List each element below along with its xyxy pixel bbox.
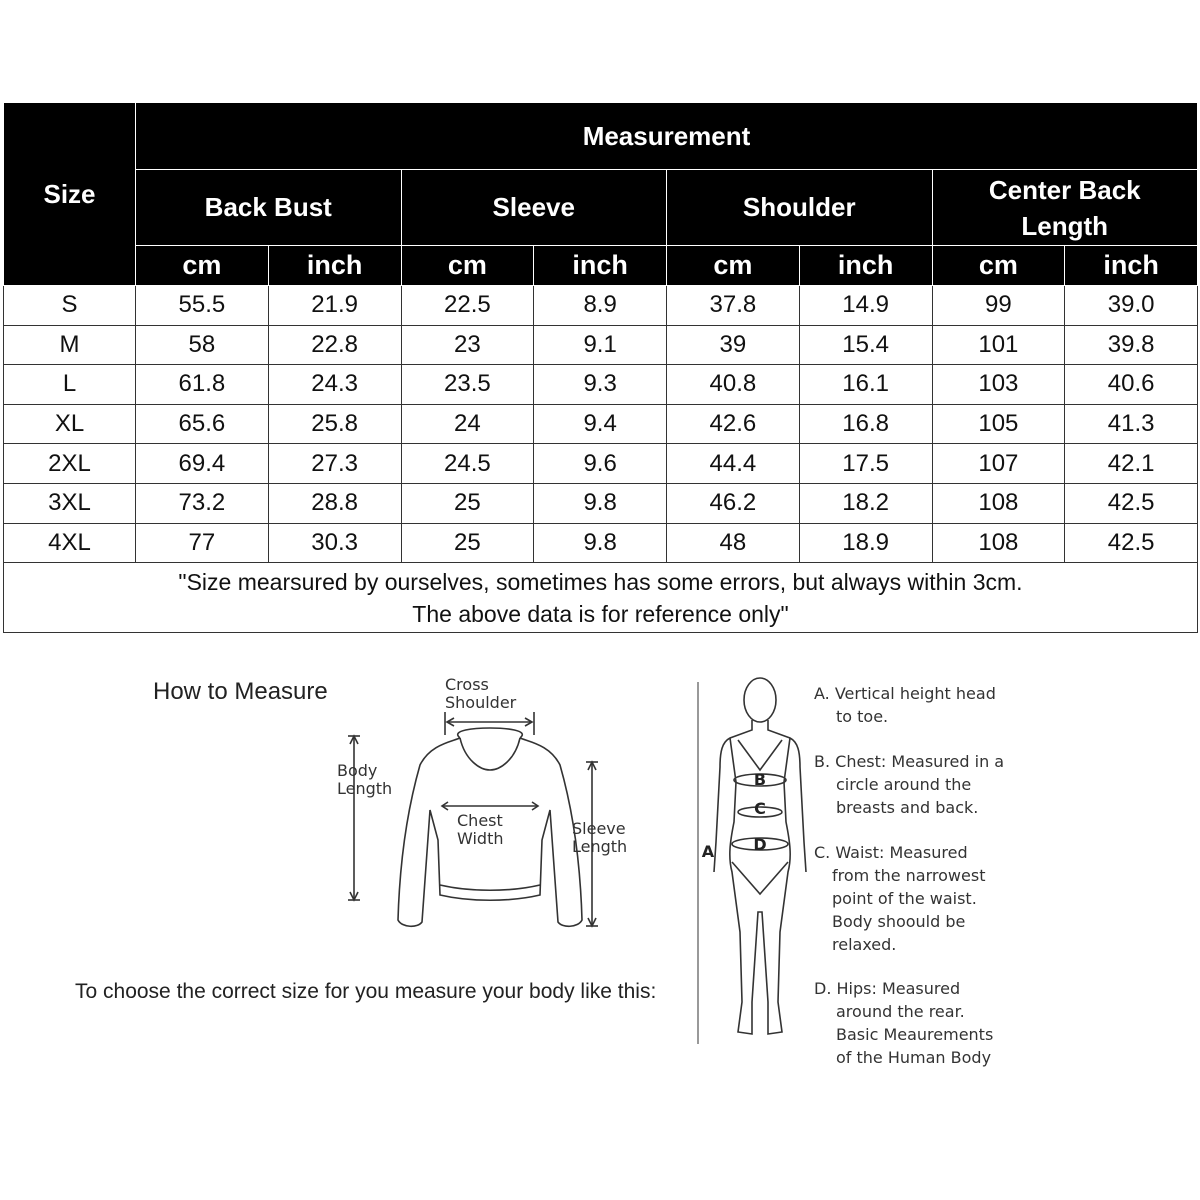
size-cell: 3XL [4, 483, 136, 523]
note-c [814, 841, 985, 956]
value-cell: 55.5 [136, 286, 269, 326]
sleeve-length-line-1: Sleeve [572, 819, 626, 838]
value-cell: 9.1 [534, 325, 667, 365]
group-header-shoulder: Shoulder [667, 170, 933, 246]
value-cell: 40.8 [667, 365, 800, 405]
value-cell: 27.3 [268, 444, 401, 484]
value-cell: 16.8 [799, 404, 932, 444]
note-d-line: Basic Meaurements [836, 1025, 994, 1044]
value-cell: 18.2 [799, 483, 932, 523]
size-cell: 2XL [4, 444, 136, 484]
unit-header: inch [268, 246, 401, 286]
note-c-line: Body shoould be [832, 912, 966, 931]
value-cell: 58 [136, 325, 269, 365]
value-cell: 24.3 [268, 365, 401, 405]
value-cell: 24 [401, 404, 534, 444]
value-cell: 42.5 [1065, 523, 1198, 563]
unit-header: cm [667, 246, 800, 286]
value-cell: 73.2 [136, 483, 269, 523]
sleeve-length-line-2: Length [572, 837, 628, 856]
value-cell: 108 [932, 483, 1065, 523]
disclaimer-line-2: The above data is for reference only" [412, 600, 789, 627]
size-cell: XL [4, 404, 136, 444]
value-cell: 42.5 [1065, 483, 1198, 523]
table-row [4, 483, 1198, 523]
instruction-text: To choose the correct size for you measure your body like this: [75, 980, 657, 1003]
value-cell: 41.3 [1065, 404, 1198, 444]
note-d [814, 977, 993, 1069]
value-cell: 23.5 [401, 365, 534, 405]
sweater-diagram-icon [330, 690, 650, 950]
marker-c: C [754, 799, 766, 818]
value-cell: 9.8 [534, 523, 667, 563]
note-a-line: to toe. [836, 707, 889, 726]
value-cell: 14.9 [799, 286, 932, 326]
note-b [814, 750, 1004, 819]
note-c-line: from the narrowest [832, 866, 986, 885]
note-c-line: C. Waist: Measured [814, 843, 968, 862]
value-cell: 9.8 [534, 483, 667, 523]
marker-b: B [753, 770, 767, 789]
value-cell: 46.2 [667, 483, 800, 523]
value-cell: 99 [932, 286, 1065, 326]
value-cell: 69.4 [136, 444, 269, 484]
note-d-line: of the Human Body [836, 1048, 992, 1067]
chest-width-line-2: Width [457, 829, 504, 848]
value-cell: 21.9 [268, 286, 401, 326]
unit-header: inch [534, 246, 667, 286]
size-cell: M [4, 325, 136, 365]
value-cell: 25 [401, 523, 534, 563]
unit-header: inch [1065, 246, 1198, 286]
value-cell: 101 [932, 325, 1065, 365]
value-cell: 15.4 [799, 325, 932, 365]
unit-header: cm [401, 246, 534, 286]
unit-header: cm [136, 246, 269, 286]
note-b-line: B. Chest: Measured in a [814, 752, 1005, 771]
table-row [4, 523, 1198, 563]
value-cell: 44.4 [667, 444, 800, 484]
marker-a: A [701, 842, 715, 861]
value-cell: 18.9 [799, 523, 932, 563]
value-cell: 22.8 [268, 325, 401, 365]
value-cell: 39.0 [1065, 286, 1198, 326]
note-b-line: circle around the [836, 775, 972, 794]
table-row [4, 325, 1198, 365]
value-cell: 9.3 [534, 365, 667, 405]
value-cell: 30.3 [268, 523, 401, 563]
value-cell: 8.9 [534, 286, 667, 326]
value-cell: 39.8 [1065, 325, 1198, 365]
unit-header: inch [799, 246, 932, 286]
value-cell: 23 [401, 325, 534, 365]
note-a-line: A. Vertical height head [814, 684, 996, 703]
group-header-sleeve: Sleeve [401, 170, 667, 246]
table-row [4, 404, 1198, 444]
cross-shoulder-line-1: Cross [445, 675, 489, 694]
value-cell: 37.8 [667, 286, 800, 326]
value-cell: 103 [932, 365, 1065, 405]
group-header-back-bust: Back Bust [136, 170, 402, 246]
table-row [4, 286, 1198, 326]
center-back-length-label: Center Back Length [988, 174, 1141, 241]
body-figure-icon [690, 672, 830, 1052]
value-cell: 9.4 [534, 404, 667, 444]
value-cell: 65.6 [136, 404, 269, 444]
value-cell: 22.5 [401, 286, 534, 326]
value-cell: 108 [932, 523, 1065, 563]
size-cell: S [4, 286, 136, 326]
cross-shoulder-line-2: Shoulder [445, 693, 517, 712]
size-cell: L [4, 365, 136, 405]
chest-width-line-1: Chest [457, 811, 503, 830]
value-cell: 9.6 [534, 444, 667, 484]
value-cell: 28.8 [268, 483, 401, 523]
value-cell: 107 [932, 444, 1065, 484]
value-cell: 48 [667, 523, 800, 563]
value-cell: 39 [667, 325, 800, 365]
measurement-header: Measurement [136, 103, 1198, 170]
value-cell: 24.5 [401, 444, 534, 484]
unit-header: cm [932, 246, 1065, 286]
group-header-center-back-length [932, 170, 1198, 246]
value-cell: 25 [401, 483, 534, 523]
note-d-line: D. Hips: Measured [814, 979, 961, 998]
size-cell: 4XL [4, 523, 136, 563]
value-cell: 25.8 [268, 404, 401, 444]
value-cell: 42.6 [667, 404, 800, 444]
note-c-line: point of the waist. [832, 889, 977, 908]
how-to-measure-title: How to Measure [153, 678, 328, 705]
table-row [4, 365, 1198, 405]
disclaimer-note [4, 563, 1198, 633]
body-length-line-2: Length [337, 779, 393, 798]
note-c-line: relaxed. [832, 935, 897, 954]
note-b-line: breasts and back. [836, 798, 979, 817]
size-chart-table [3, 102, 1198, 633]
size-header: Size [4, 103, 136, 286]
value-cell: 105 [932, 404, 1065, 444]
value-cell: 77 [136, 523, 269, 563]
value-cell: 61.8 [136, 365, 269, 405]
marker-d: D [753, 835, 767, 854]
value-cell: 16.1 [799, 365, 932, 405]
table-row [4, 444, 1198, 484]
value-cell: 17.5 [799, 444, 932, 484]
value-cell: 42.1 [1065, 444, 1198, 484]
body-length-line-1: Body [337, 761, 378, 780]
disclaimer-line-1: "Size mearsured by ourselves, sometimes has some errors, but always within 3cm. [178, 568, 1023, 595]
note-d-line: around the rear. [836, 1002, 965, 1021]
note-a [814, 682, 996, 728]
value-cell: 40.6 [1065, 365, 1198, 405]
